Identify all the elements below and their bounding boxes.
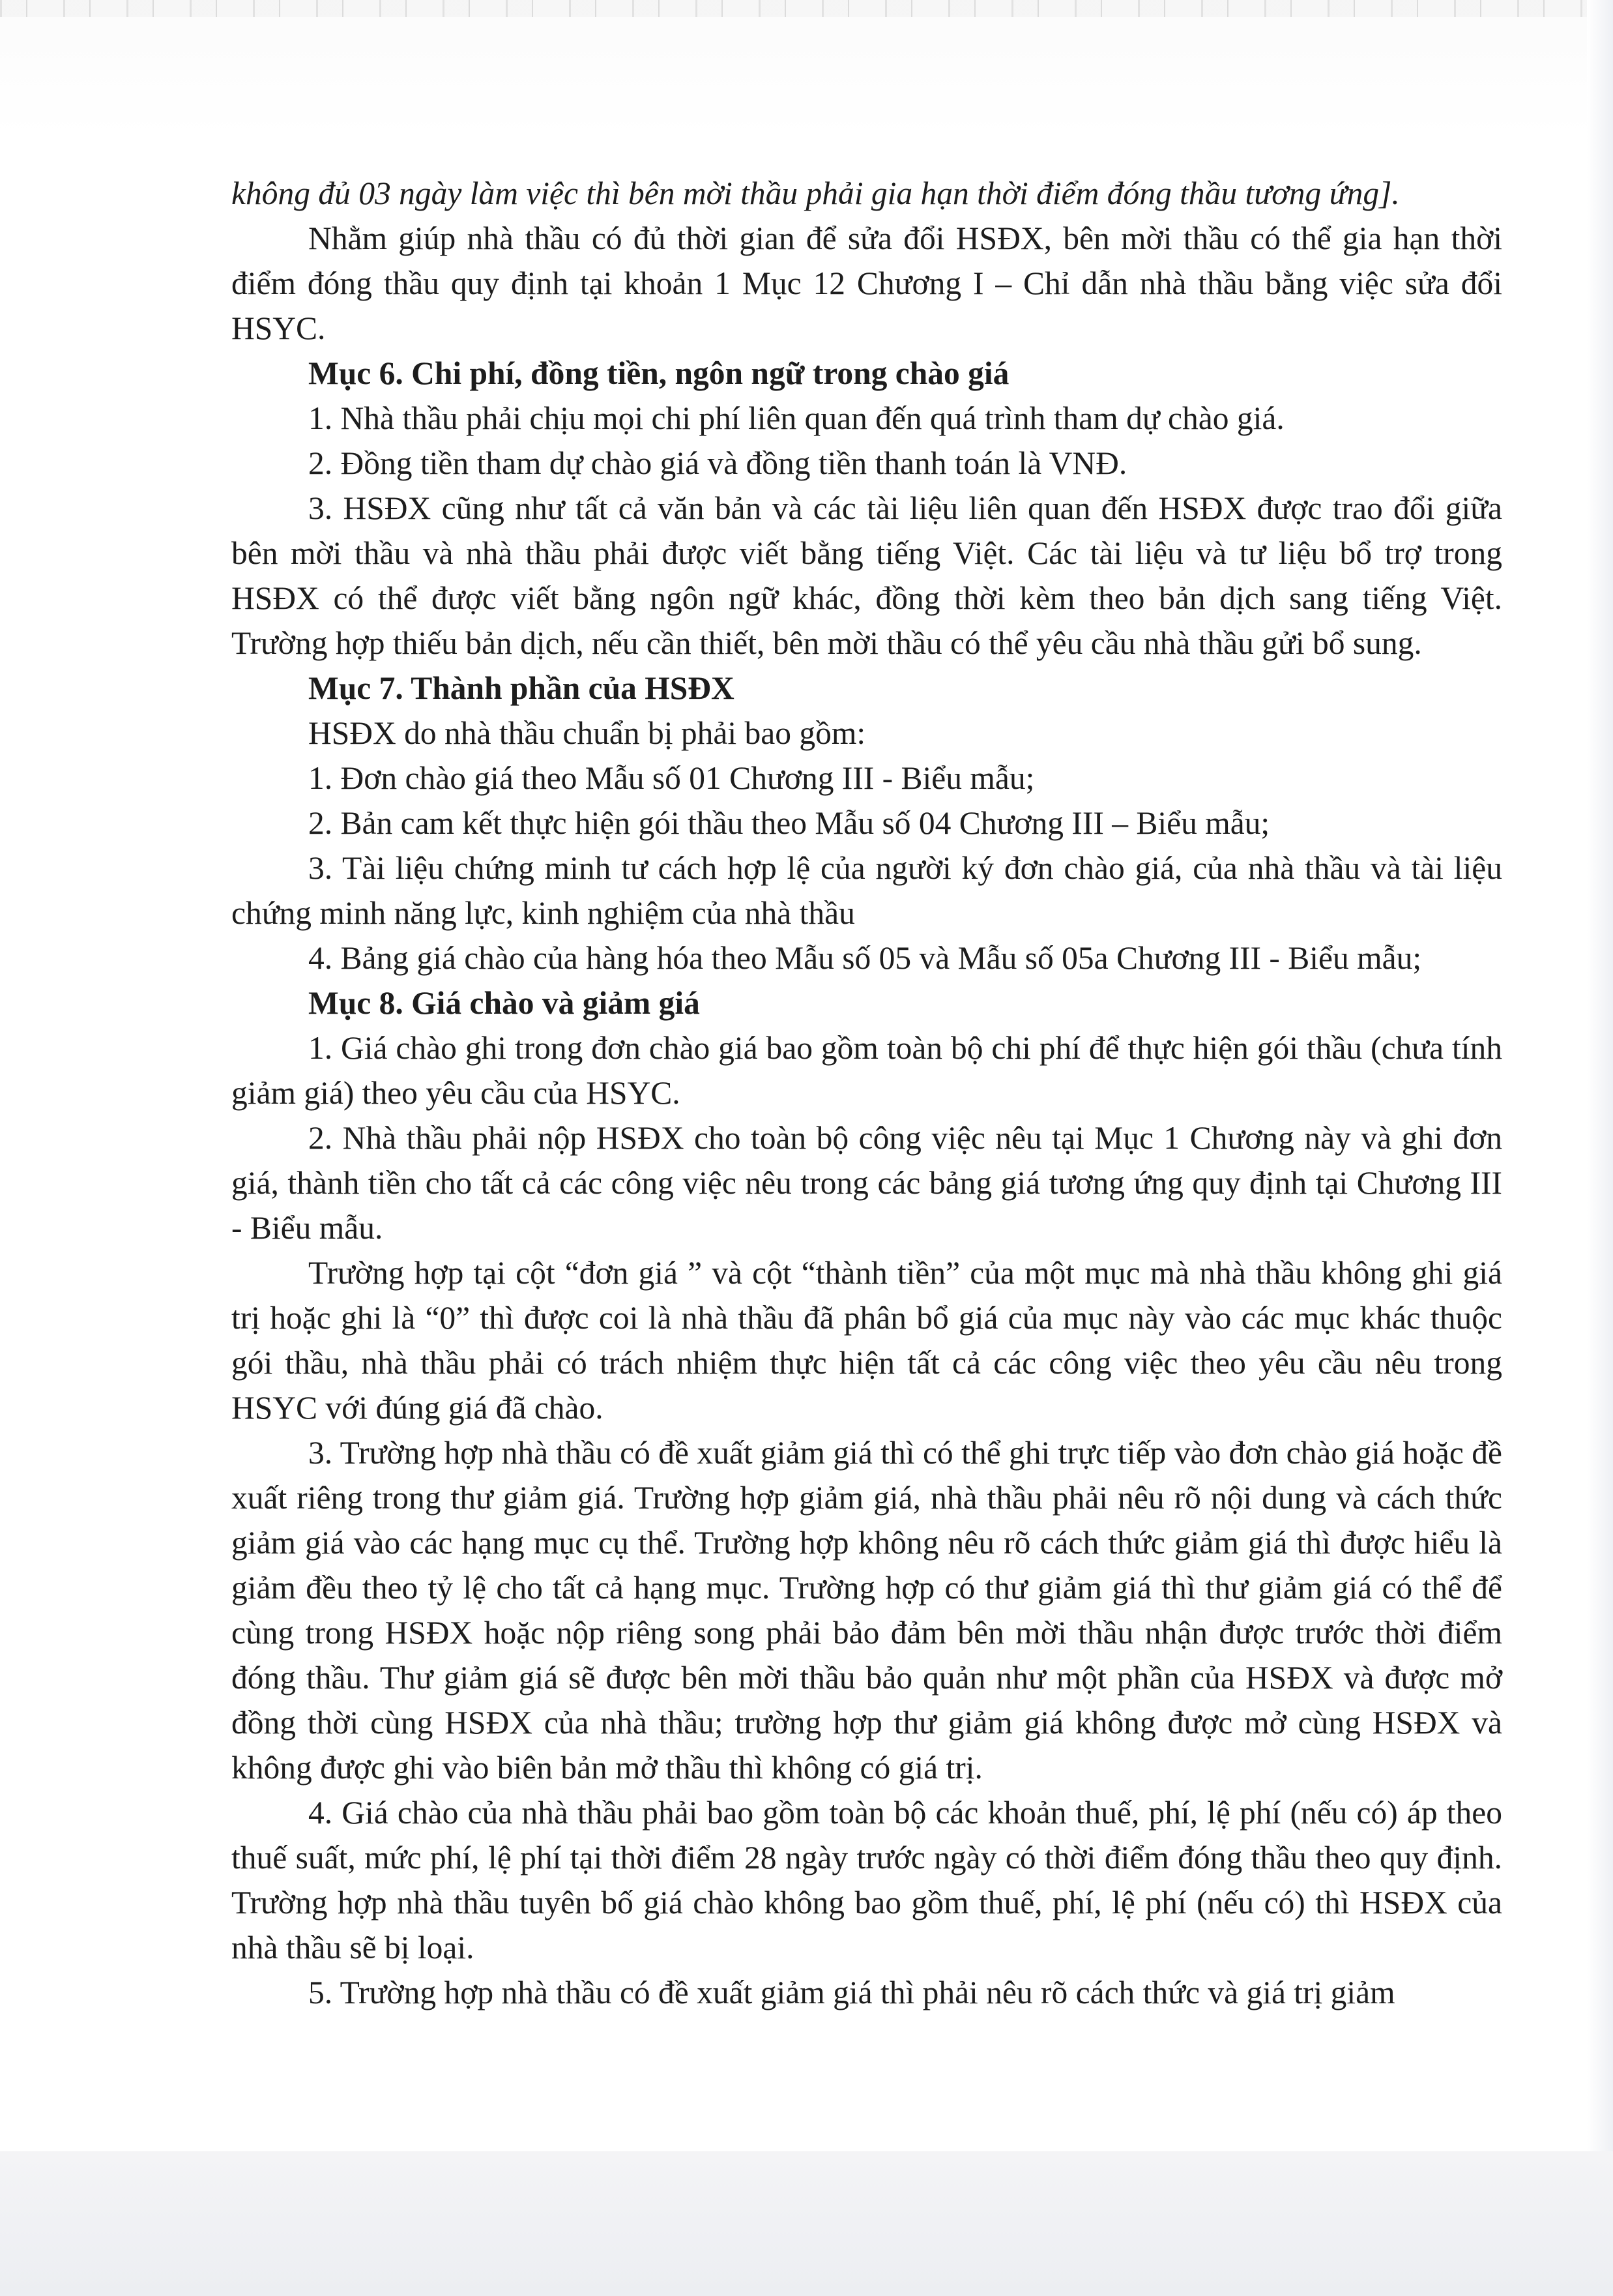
paragraph: 2. Nhà thầu phải nộp HSĐX cho toàn bộ công việc nêu tại Mục 1 Chương này và ghi đơn giá, thành tiền cho tất cả các công việc nêu trong các bảng giá tương ứng quy định tại Chương III - Biểu mẫu. [231,1120,1502,1246]
scan-edge-top [0,0,1613,17]
list-item: 2. Bản cam kết thực hiện gói thầu theo Mẫu số 04 Chương III – Biểu mẫu; [308,805,1270,841]
list-item: 4. Bảng giá chào của hàng hóa theo Mẫu số 05 và Mẫu số 05a Chương III - Biểu mẫu; [308,940,1422,976]
paragraph: Trường hợp tại cột “đơn giá ” và cột “thành tiền” của một mục mà nhà thầu không ghi giá trị hoặc ghi là “0” thì được coi là nhà thầu đã phân bổ giá của mục này vào các mục khác thuộc gói thầu, nhà thầu phải có trách nhiệm thực hiện tất cả các công việc theo yêu cầu nêu trong HSYC với đúng giá đã chào. [231,1255,1502,1426]
paragraph: 1. Giá chào ghi trong đơn chào giá bao gồm toàn bộ chi phí để thực hiện gói thầu (chưa tính giảm giá) theo yêu cầu của HSYC. [231,1030,1502,1111]
document-body [231,171,1502,2015]
scan-edge-right [1587,0,1613,2296]
paragraph: 2. Đồng tiền tham dự chào giá và đồng tiền thanh toán là VNĐ. [308,445,1127,481]
paragraph: HSĐX do nhà thầu chuẩn bị phải bao gồm: [308,715,866,751]
paragraph: 5. Trường hợp nhà thầu có đề xuất giảm giá thì phải nêu rõ cách thức và giá trị giảm [308,1975,1395,2010]
section-heading-muc-6: Mục 6. Chi phí, đồng tiền, ngôn ngữ trong chào giá [308,355,1010,391]
list-item: 1. Đơn chào giá theo Mẫu số 01 Chương III - Biểu mẫu; [308,760,1035,796]
paragraph: Nhằm giúp nhà thầu có đủ thời gian để sửa đổi HSĐX, bên mời thầu có thể gia hạn thời điểm đóng thầu quy định tại khoản 1 Mục 12 Chương I – Chỉ dẫn nhà thầu bằng việc sửa đổi HSYC. [231,220,1502,346]
paragraph: 1. Nhà thầu phải chịu mọi chi phí liên quan đến quá trình tham dự chào giá. [308,400,1285,436]
scan-edge-bottom [0,2151,1613,2296]
section-heading-muc-7: Mục 7. Thành phần của HSĐX [308,670,734,706]
paragraph: 4. Giá chào của nhà thầu phải bao gồm toàn bộ các khoản thuế, phí, lệ phí (nếu có) áp theo thuế suất, mức phí, lệ phí tại thời điểm 28 ngày trước ngày có thời điểm đóng thầu theo quy định. Trường hợp nhà thầu tuyên bố giá chào không bao gồm thuế, phí, lệ phí (nếu có) thì HSĐX của nhà thầu sẽ bị loại. [231,1795,1502,1965]
paragraph: 3. Trường hợp nhà thầu có đề xuất giảm giá thì có thể ghi trực tiếp vào đơn chào giá hoặc đề xuất riêng trong thư giảm giá. Trường hợp giảm giá, nhà thầu phải nêu rõ nội dung và cách thức giảm giá vào các hạng mục cụ thể. Trường hợp không nêu rõ cách thức giảm giá thì được hiểu là giảm đều theo tỷ lệ cho tất cả hạng mục. Trường hợp có thư giảm giá thì thư giảm giá có thể để cùng trong HSĐX hoặc nộp riêng song phải bảo đảm bên mời thầu nhận được trước thời điểm đóng thầu. Thư giảm giá sẽ được bên mời thầu bảo quản như một phần của HSĐX và được mở đồng thời cùng HSĐX của nhà thầu; trường hợp thư giảm giá không được mở cùng HSĐX và không được ghi vào biên bản mở thầu thì không có giá trị. [231,1435,1502,1786]
paragraph: 3. HSĐX cũng như tất cả văn bản và các tài liệu liên quan đến HSĐX được trao đổi giữa bên mời thầu và nhà thầu phải được viết bằng tiếng Việt. Các tài liệu và tư liệu bổ trợ trong HSĐX có thể được viết bằng ngôn ngữ khác, đồng thời kèm theo bản dịch sang tiếng Việt. Trường hợp thiếu bản dịch, nếu cần thiết, bên mời thầu có thể yêu cầu nhà thầu gửi bổ sung. [231,490,1502,661]
list-item: 3. Tài liệu chứng minh tư cách hợp lệ của người ký đơn chào giá, của nhà thầu và tài liệu chứng minh năng lực, kinh nghiệm của nhà thầu [231,850,1502,931]
continued-paragraph: không đủ 03 ngày làm việc thì bên mời thầu phải gia hạn thời điểm đóng thầu tương ứng]. [231,175,1400,211]
section-heading-muc-8: Mục 8. Giá chào và giảm giá [308,985,700,1021]
